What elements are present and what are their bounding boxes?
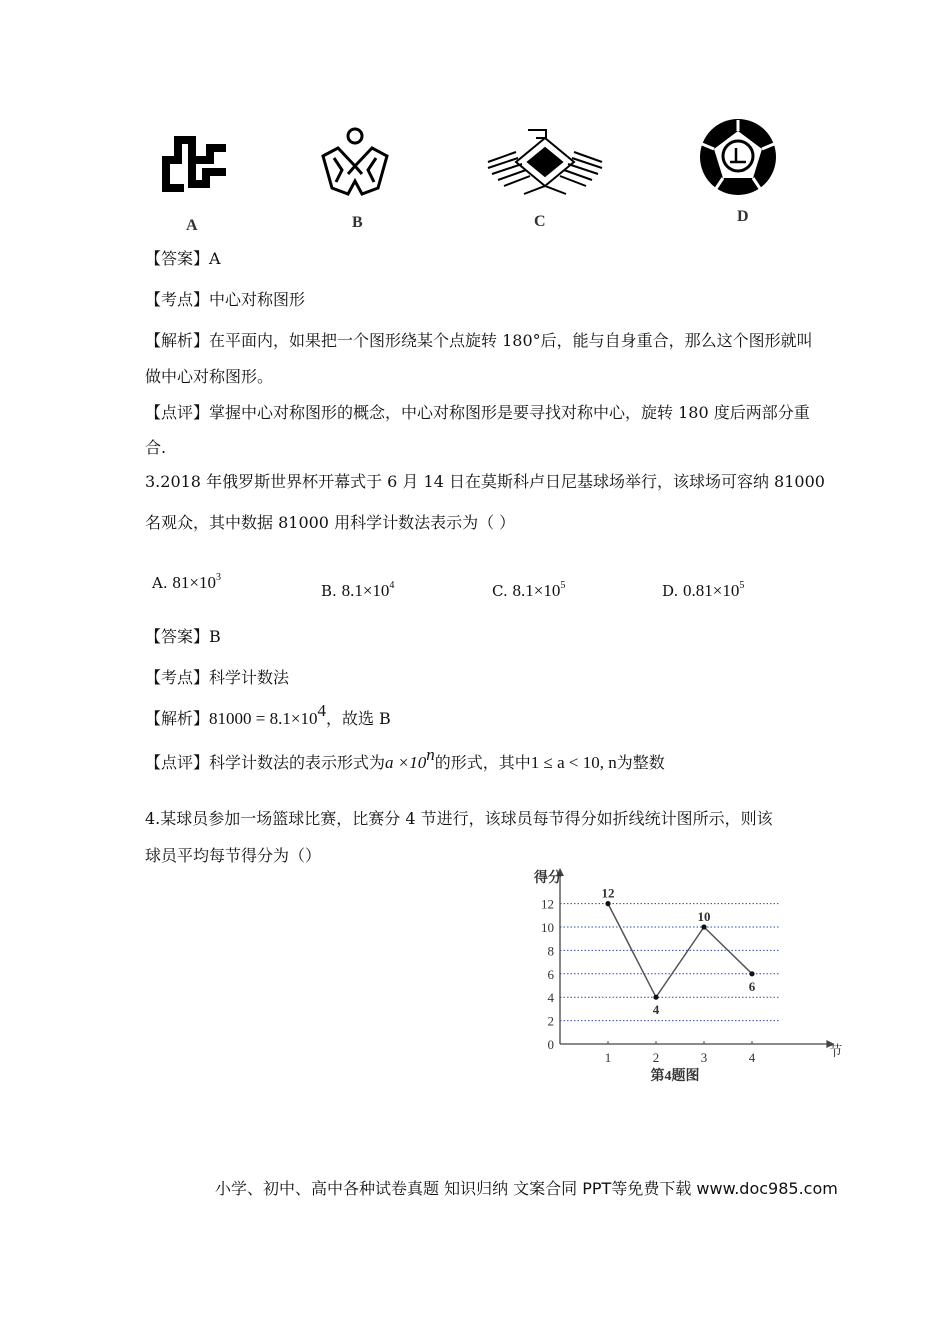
y-tick-label: 8 xyxy=(547,943,554,959)
q2-analysis-line2: 做中心对称图形。 xyxy=(145,367,274,386)
q3-stem-line2: 名观众，其中数据 81000 用科学计数法表示为（ ） xyxy=(145,513,516,532)
option-value: $0.81\times 10^5$ xyxy=(683,580,745,600)
figure-d-label: D xyxy=(737,208,749,225)
option-value: $81\times 10^3$ xyxy=(172,572,221,592)
option-value: $8.1\times 10^4$ xyxy=(341,580,395,600)
data-point xyxy=(701,924,706,929)
pinwheel-pattern-icon xyxy=(158,130,232,196)
q3-option-b xyxy=(321,581,394,601)
q3-answer: 【答案】B xyxy=(145,627,221,646)
data-label: 12 xyxy=(601,885,615,901)
option-letter: A. xyxy=(152,574,168,592)
q2-comment-line2: 合. xyxy=(145,438,167,457)
q2-comment-line1: 【点评】掌握中心对称图形的概念，中心对称图形是要寻找对称中心，旋转 180 度后两部分重 xyxy=(145,403,810,422)
figure-b-label: B xyxy=(352,214,363,231)
data-label: 4 xyxy=(652,1002,660,1018)
option-value: $8.1\times 10^5$ xyxy=(512,580,566,600)
score-line-chart xyxy=(520,862,843,1092)
q3-option-d xyxy=(662,581,744,601)
y-tick-label: 10 xyxy=(541,920,554,935)
q4-stem-line1: 4.某球员参加一场篮球比赛，比赛分 4 节进行，该球员每节得分如折线统计图所示，则该 xyxy=(145,809,773,828)
data-point xyxy=(605,901,610,906)
x-tick-label: 3 xyxy=(700,1050,708,1065)
figure-a-label: A xyxy=(186,217,198,234)
chart-title: 第4题图 xyxy=(650,1069,700,1084)
q3-option-a xyxy=(152,573,221,593)
geometric-pattern-icon xyxy=(484,124,606,196)
figure-c xyxy=(484,124,606,196)
data-label: 6 xyxy=(748,978,756,994)
figure-d xyxy=(699,118,777,196)
data-point xyxy=(653,995,658,1000)
q2-topic: 【考点】中心对称图形 xyxy=(145,290,306,309)
pentagon-emblem-icon xyxy=(699,118,777,196)
x-axis-label: 节 xyxy=(828,1045,843,1060)
option-letter: C. xyxy=(492,582,508,600)
data-point xyxy=(749,971,754,976)
q3-topic: 【考点】科学计数法 xyxy=(145,668,290,687)
tribal-pattern-icon xyxy=(318,126,392,202)
q3-analysis: 【解析】$81000 = 8.1\times 10^4$，故选 B xyxy=(145,701,391,728)
figure-a xyxy=(158,130,232,196)
y-tick-label: 12 xyxy=(541,896,554,912)
x-tick-label: 4 xyxy=(748,1050,756,1065)
q4-stem-line2: 球员平均每节得分为（） xyxy=(145,846,322,865)
option-letter: B. xyxy=(321,582,337,600)
y-tick-label: 6 xyxy=(547,966,554,982)
q3-stem-line1: 3.2018 年俄罗斯世界杯开幕式于 6 月 14 日在莫斯科卢日尼基球场举行，该球场可容纳 81000 xyxy=(145,472,825,491)
y-tick-label: 4 xyxy=(547,990,554,1006)
y-axis-label: 得分 xyxy=(534,871,562,886)
q2-analysis-line1: 【解析】在平面内，如果把一个图形绕某个点旋转 180°后，能与自身重合，那么这个图形就叫 xyxy=(145,331,813,350)
q2-answer: 【答案】A xyxy=(145,249,221,268)
data-label: 10 xyxy=(697,909,711,924)
q3-option-c xyxy=(492,581,565,601)
figure-b xyxy=(318,126,392,202)
y-tick-label: 2 xyxy=(547,1013,554,1029)
figure-c-label: C xyxy=(534,213,546,230)
q3-comment: 【点评】科学计数法的表示形式为$a \times 10^n$的形式，其中1 ≤ a < 10, n为整数 xyxy=(145,745,665,772)
footer-text: 小学、初中、高中各种试卷真题 知识归纳 文案合同 PPT等免费下载 www.doc985.com xyxy=(215,1179,838,1198)
x-tick-label: 2 xyxy=(652,1050,660,1065)
y-tick-label: 0 xyxy=(547,1037,554,1052)
option-letter: D. xyxy=(662,582,679,600)
x-tick-label: 1 xyxy=(604,1050,612,1065)
